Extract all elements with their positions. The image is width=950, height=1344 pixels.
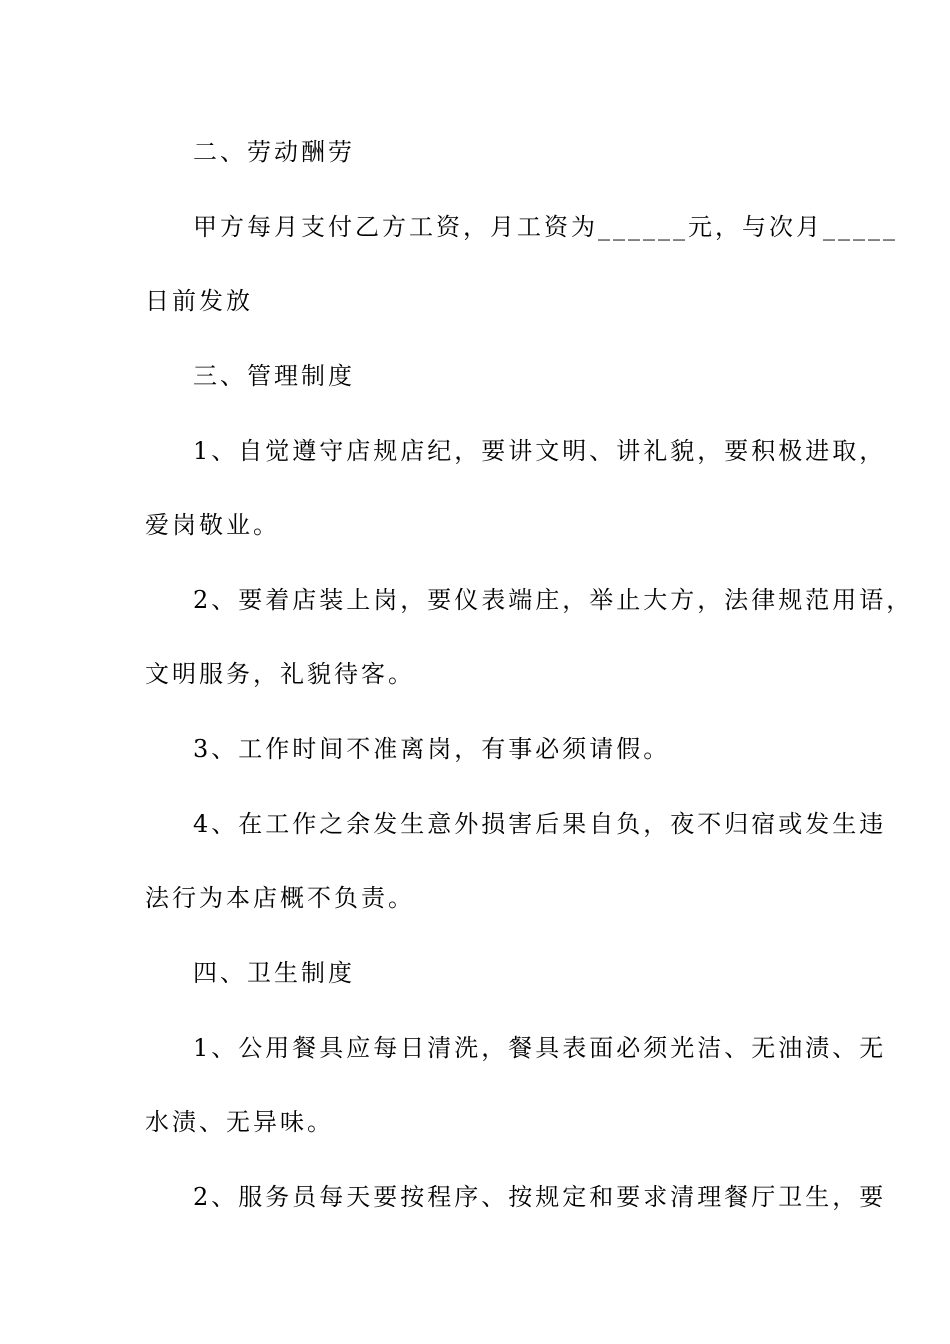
paragraph-line: 4、在工作之余发生意外损害后果自负，夜不归宿或发生违	[193, 810, 887, 838]
paragraph-line: 水渍、无异味。	[145, 1108, 334, 1136]
paragraph-line: 1、公用餐具应每日清洗，餐具表面必须光洁、无油渍、无	[193, 1034, 887, 1062]
paragraph-line: 1、自觉遵守店规店纪，要讲文明、讲礼貌，要积极进取，	[193, 437, 887, 465]
paragraph-line: 日前发放	[145, 287, 253, 315]
paragraph-line: 3、工作时间不准离岗，有事必须请假。	[193, 735, 671, 763]
section-heading-management: 三、管理制度	[193, 362, 355, 390]
paragraph-line: 法行为本店概不负责。	[145, 884, 415, 912]
paragraph-line: 文明服务，礼貌待客。	[145, 660, 415, 688]
section-heading-hygiene: 四、卫生制度	[193, 959, 355, 987]
paragraph-line: 2、要着店装上岗，要仪表端庄，举止大方，法律规范用语，	[193, 586, 914, 614]
paragraph-line: 甲方每月支付乙方工资，月工资为______元，与次月_____	[193, 213, 898, 241]
section-heading-remuneration: 二、劳动酬劳	[193, 138, 355, 166]
paragraph-line: 爱岗敬业。	[145, 511, 280, 539]
paragraph-line: 2、服务员每天要按程序、按规定和要求清理餐厅卫生，要	[193, 1183, 887, 1211]
